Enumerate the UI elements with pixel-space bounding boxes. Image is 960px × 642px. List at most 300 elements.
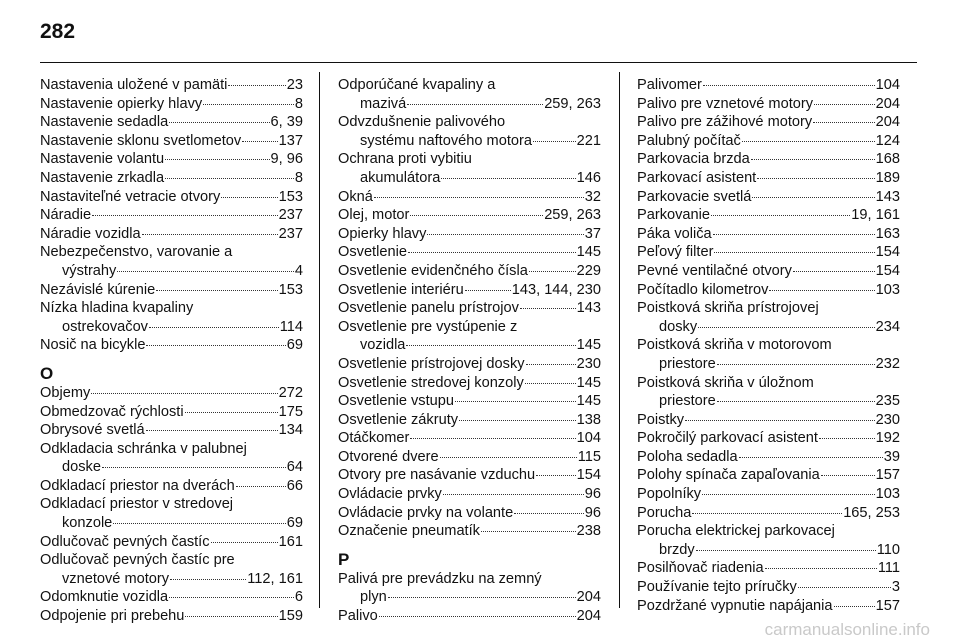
- index-entry: [40, 421, 303, 440]
- page-reference: 32: [584, 188, 601, 205]
- page-reference: 154: [875, 262, 900, 279]
- index-term-line: Poistková skriňa prístrojovej: [637, 300, 819, 317]
- page-reference: 96: [584, 486, 601, 503]
- dot-leader: [813, 122, 874, 123]
- index-term: konzole: [62, 515, 113, 532]
- index-term: Náradie: [40, 207, 92, 224]
- page-reference: 237: [278, 207, 303, 224]
- dot-leader: [821, 475, 875, 476]
- index-term: Porucha: [637, 504, 692, 521]
- dot-leader: [203, 104, 294, 105]
- dot-leader: [388, 597, 576, 598]
- page-reference: 19, 161: [851, 207, 900, 224]
- index-term: Nastavenie sedadla: [40, 114, 169, 131]
- index-term: Osvetlenie vstupu: [338, 393, 455, 410]
- page-reference: 234: [875, 318, 900, 335]
- dot-leader: [91, 393, 277, 394]
- index-entry: [338, 466, 601, 485]
- dot-leader: [765, 568, 877, 569]
- dot-leader: [185, 616, 277, 617]
- index-term: Nastavenie sklonu svetlometov: [40, 132, 242, 149]
- page-reference: 175: [278, 403, 303, 420]
- index-entry: [637, 262, 900, 281]
- index-term: Olej, motor: [338, 207, 410, 224]
- index-entry: [637, 225, 900, 244]
- index-term: Osvetlenie panelu prístrojov: [338, 300, 519, 317]
- dot-leader: [242, 141, 277, 142]
- dot-leader: [696, 550, 876, 551]
- page-reference: 153: [278, 188, 303, 205]
- index-entry: [637, 448, 900, 467]
- dot-leader: [742, 141, 875, 142]
- page-reference: 4: [294, 262, 303, 279]
- dot-leader: [410, 438, 575, 439]
- index-entry: [637, 429, 900, 448]
- index-term-line: Poistková skriňa v úložnom: [637, 374, 814, 391]
- page-reference: 235: [875, 393, 900, 410]
- index-entry: [637, 76, 900, 95]
- index-term: Palivo: [338, 608, 378, 625]
- index-term: Opierky hlavy: [338, 225, 427, 242]
- page-reference: 9, 96: [270, 151, 303, 168]
- page-reference: 103: [875, 486, 900, 503]
- index-term: akumulátora: [360, 169, 441, 186]
- dot-leader: [713, 234, 875, 235]
- index-column-1: [40, 76, 303, 626]
- page-reference: 237: [278, 225, 303, 242]
- dot-leader: [819, 438, 875, 439]
- index-entry: [637, 541, 900, 560]
- index-entry: [338, 281, 601, 300]
- page-reference: 229: [576, 262, 601, 279]
- dot-leader: [165, 178, 294, 179]
- index-entry: [40, 132, 303, 151]
- index-term: Pozdržané vypnutie napájania: [637, 597, 833, 614]
- dot-leader: [529, 271, 576, 272]
- index-entry: [338, 95, 601, 114]
- page-reference: 66: [286, 477, 303, 494]
- page-reference: 137: [278, 132, 303, 149]
- dot-leader: [702, 494, 875, 495]
- index-entry: [338, 504, 601, 523]
- page-reference: 146: [576, 169, 601, 186]
- index-term: plyn: [360, 589, 387, 606]
- dot-leader: [443, 494, 584, 495]
- index-term: Osvetlenie zákruty: [338, 411, 459, 428]
- dot-leader: [459, 420, 576, 421]
- dot-leader: [834, 606, 875, 607]
- index-term: mazivá: [360, 95, 407, 112]
- dot-leader: [536, 475, 576, 476]
- index-term: Posilňovač riadenia: [637, 560, 764, 577]
- dot-leader: [113, 523, 285, 524]
- dot-leader: [221, 197, 277, 198]
- index-entry: [338, 262, 601, 281]
- dot-leader: [711, 215, 850, 216]
- dot-leader: [533, 141, 576, 142]
- index-term: Otáčkomer: [338, 430, 410, 447]
- index-term: Počítadlo kilometrov: [637, 281, 769, 298]
- dot-leader: [703, 85, 875, 86]
- index-term: dosky: [659, 318, 698, 335]
- dot-leader: [685, 420, 875, 421]
- page-reference: 69: [286, 337, 303, 354]
- index-term: Odomknutie vozidla: [40, 589, 169, 606]
- index-term: ostrekovačov: [62, 318, 148, 335]
- dot-leader: [717, 364, 875, 365]
- dot-leader: [427, 234, 583, 235]
- page-reference: 204: [576, 608, 601, 625]
- index-entry: [40, 188, 303, 207]
- page-reference: 159: [278, 608, 303, 625]
- dot-leader: [149, 327, 279, 328]
- index-term-line: Porucha elektrickej parkovacej: [637, 523, 835, 540]
- dot-leader: [170, 579, 246, 580]
- index-entry: [40, 281, 303, 300]
- index-term: Nastavenie volantu: [40, 151, 165, 168]
- index-term-line: Odkladací priestor v stredovej: [40, 496, 234, 513]
- index-entry: [637, 504, 900, 523]
- index-term: Nastaviteľné vetracie otvory: [40, 188, 221, 205]
- section-letter: O: [40, 363, 54, 383]
- dot-leader: [92, 215, 278, 216]
- index-term: Osvetlenie evidenčného čísla: [338, 262, 528, 279]
- page-reference: 230: [576, 355, 601, 372]
- page-reference: 37: [584, 225, 601, 242]
- index-entry: [338, 169, 601, 188]
- header-rule: [40, 62, 917, 63]
- index-entry: [40, 384, 303, 403]
- index-term: Poloha sedadla: [637, 448, 738, 465]
- index-entry: [40, 514, 303, 533]
- dot-leader: [717, 401, 875, 402]
- index-entry: [338, 374, 601, 393]
- index-term: Označenie pneumatík: [338, 523, 480, 540]
- dot-leader: [757, 178, 874, 179]
- index-entry: [637, 597, 900, 616]
- page-reference: 3: [891, 579, 900, 596]
- column-divider: [619, 72, 620, 608]
- index-entry: [338, 355, 601, 374]
- page-reference: 157: [875, 597, 900, 614]
- index-entry: [338, 522, 601, 541]
- index-entry: [637, 150, 900, 169]
- index-term-line: Poistková skriňa v motorovom: [637, 337, 832, 354]
- index-term: Palivomer: [637, 77, 702, 93]
- page-reference: 161: [278, 533, 303, 550]
- index-entry: [338, 336, 601, 355]
- page-reference: 124: [875, 132, 900, 149]
- dot-leader: [374, 197, 584, 198]
- index-term: Otvory pre nasávanie vzduchu: [338, 467, 536, 484]
- page-reference: 232: [875, 355, 900, 372]
- page-reference: 230: [875, 411, 900, 428]
- index-term: vozidla: [360, 337, 406, 354]
- page-reference: 6, 39: [270, 114, 303, 131]
- page-reference: 145: [576, 374, 601, 391]
- index-entry: [338, 429, 601, 448]
- dot-leader: [165, 159, 269, 160]
- index-term: Odkladací priestor na dverách: [40, 477, 235, 494]
- dot-leader: [102, 467, 286, 468]
- page-reference: 23: [286, 77, 303, 93]
- index-term: vznetové motory: [62, 570, 170, 587]
- dot-leader: [739, 457, 883, 458]
- index-entry: [338, 392, 601, 411]
- page-reference: 103: [875, 281, 900, 298]
- page-reference: 204: [875, 114, 900, 131]
- dot-leader: [169, 597, 294, 598]
- index-term: Používanie tejto príručky: [637, 579, 797, 596]
- dot-leader: [481, 531, 576, 532]
- index-entry: [40, 403, 303, 422]
- index-term-line: Odlučovač pevných častíc pre: [40, 552, 235, 569]
- page-reference: 114: [279, 318, 303, 335]
- index-entry: [637, 466, 900, 485]
- index-entry: [338, 243, 601, 262]
- index-term: Pevné ventilačné otvory: [637, 262, 792, 279]
- dot-leader: [117, 271, 294, 272]
- page-reference: 192: [875, 430, 900, 447]
- index-entry: [338, 448, 601, 467]
- dot-leader: [406, 345, 575, 346]
- index-term: Osvetlenie stredovej konzoly: [338, 374, 524, 391]
- page-reference: 115: [577, 448, 601, 465]
- index-entry: [637, 113, 900, 132]
- dot-leader: [169, 122, 269, 123]
- index-entry: [338, 299, 601, 318]
- page-reference: 143: [576, 300, 601, 317]
- dot-leader: [698, 327, 875, 328]
- index-term: Osvetlenie prístrojovej dosky: [338, 355, 525, 372]
- page-reference: 110: [876, 541, 900, 558]
- index-entry: [338, 485, 601, 504]
- index-term: priestore: [659, 393, 716, 410]
- index-entry: [338, 188, 601, 207]
- dot-leader: [751, 159, 875, 160]
- page-reference: 157: [875, 467, 900, 484]
- index-term: systému naftového motora: [360, 132, 532, 149]
- index-term: Palivo pre zážihové motory: [637, 114, 813, 131]
- index-column-2: [338, 76, 601, 626]
- index-entry: [40, 169, 303, 188]
- dot-leader: [156, 290, 277, 291]
- index-term-line: Nízka hladina kvapaliny: [40, 300, 194, 317]
- page-reference: 8: [294, 169, 303, 186]
- page-reference: 111: [877, 560, 900, 577]
- page-reference: 69: [286, 515, 303, 532]
- dot-leader: [520, 308, 576, 309]
- section-letter: P: [338, 549, 350, 569]
- page-reference: 153: [278, 281, 303, 298]
- index-entry: [40, 76, 303, 95]
- page-reference: 64: [286, 459, 303, 476]
- page-reference: 112, 161: [247, 570, 303, 587]
- index-entry: [338, 588, 601, 607]
- dot-leader: [465, 290, 511, 291]
- index-term: Otvorené dvere: [338, 448, 439, 465]
- index-term: Nastavenie zrkadla: [40, 169, 165, 186]
- page-reference: 154: [875, 244, 900, 261]
- index-entry: [637, 411, 900, 430]
- index-entry: [637, 559, 900, 578]
- dot-leader: [211, 542, 278, 543]
- index-entry: [40, 225, 303, 244]
- index-term: Parkovacia brzda: [637, 151, 750, 168]
- index-term: Obmedzovač rýchlosti: [40, 403, 184, 420]
- index-term: Nastavenia uložené v pamäti: [40, 77, 228, 93]
- page-reference: 145: [576, 244, 601, 261]
- index-entry: [637, 578, 900, 597]
- dot-leader: [793, 271, 875, 272]
- index-entry: [40, 477, 303, 496]
- index-term: Ovládacie prvky: [338, 486, 442, 503]
- index-entry: [40, 318, 303, 337]
- index-entry: [40, 95, 303, 114]
- page-reference: 259, 263: [544, 207, 601, 224]
- index-entry: [637, 188, 900, 207]
- index-entry: [637, 281, 900, 300]
- index-term: Parkovacie svetlá: [637, 188, 752, 205]
- page-reference: 145: [576, 337, 601, 354]
- index-entry: [637, 355, 900, 374]
- index-term: Parkovanie: [637, 207, 711, 224]
- page-reference: 96: [584, 504, 601, 521]
- index-entry: [40, 458, 303, 477]
- index-entry: [637, 485, 900, 504]
- index-term: Osvetlenie interiéru: [338, 281, 464, 298]
- dot-leader: [408, 252, 576, 253]
- page-reference: 143: [875, 188, 900, 205]
- index-entry: [338, 411, 601, 430]
- dot-leader: [146, 345, 285, 346]
- dot-leader: [514, 513, 584, 514]
- index-entry: [338, 206, 601, 225]
- index-term: Poistky: [637, 411, 685, 428]
- index-term: doske: [62, 459, 101, 476]
- dot-leader: [526, 364, 576, 365]
- dot-leader: [692, 513, 842, 514]
- index-term: Nastavenie opierky hlavy: [40, 95, 203, 112]
- index-entry: [40, 262, 303, 281]
- index-entry: [338, 607, 601, 626]
- dot-leader: [714, 252, 874, 253]
- index-entry: [338, 132, 601, 151]
- index-entry: [40, 206, 303, 225]
- index-term: Polohy spínača zapaľovania: [637, 467, 820, 484]
- index-entry: [637, 95, 900, 114]
- dot-leader: [440, 457, 577, 458]
- dot-leader: [752, 197, 874, 198]
- dot-leader: [185, 412, 278, 413]
- dot-leader: [379, 616, 576, 617]
- page-reference: 143, 144, 230: [511, 281, 601, 298]
- index-entry: [40, 588, 303, 607]
- page-reference: 138: [576, 411, 601, 428]
- index-entry: [40, 336, 303, 355]
- dot-leader: [441, 178, 575, 179]
- dot-leader: [142, 234, 278, 235]
- index-term: priestore: [659, 355, 716, 372]
- index-term: Popolníky: [637, 486, 702, 503]
- index-term: Nezávislé kúrenie: [40, 281, 156, 298]
- dot-leader: [769, 290, 874, 291]
- index-term-line: Odporúčané kvapaliny a: [338, 77, 496, 93]
- index-term: výstrahy: [62, 262, 117, 279]
- index-entry: [637, 169, 900, 188]
- page-reference: 221: [576, 132, 601, 149]
- index-term: Páka voliča: [637, 225, 712, 242]
- page-reference: 238: [576, 523, 601, 540]
- index-term: Palubný počítač: [637, 132, 741, 149]
- column-divider: [319, 72, 320, 608]
- index-entry: [637, 132, 900, 151]
- index-entry: [40, 570, 303, 589]
- page-reference: 104: [875, 77, 900, 93]
- index-entry: [40, 150, 303, 169]
- index-term: Objemy: [40, 384, 91, 401]
- page-reference: 204: [875, 95, 900, 112]
- dot-leader: [407, 104, 543, 105]
- page-reference: 104: [576, 430, 601, 447]
- page-number: 282: [40, 20, 76, 43]
- page-reference: 165, 253: [843, 504, 900, 521]
- index-term-line: Palivá pre prevádzku na zemný: [338, 570, 542, 587]
- index-entry: [637, 243, 900, 262]
- index-term: Okná: [338, 188, 373, 205]
- index-term-line: Odkladacia schránka v palubnej: [40, 440, 247, 457]
- index-term: Odlučovač pevných častíc: [40, 533, 210, 550]
- page-reference: 145: [576, 393, 601, 410]
- index-term: Palivo pre vznetové motory: [637, 95, 814, 112]
- index-term: brzdy: [659, 541, 695, 558]
- index-column-3: [637, 76, 900, 615]
- page-reference: 39: [883, 448, 900, 465]
- index-entry: [40, 533, 303, 552]
- page-reference: 6: [294, 589, 303, 606]
- index-entry: [637, 318, 900, 337]
- index-term: Náradie vozidla: [40, 225, 141, 242]
- index-term-line: Nebezpečenstvo, varovanie a: [40, 244, 233, 261]
- index-entry: [40, 113, 303, 132]
- index-term: Odpojenie pri prebehu: [40, 608, 185, 625]
- index-term: Osvetlenie: [338, 244, 407, 261]
- page-reference: 8: [294, 95, 303, 112]
- page-reference: 163: [875, 225, 900, 242]
- index-term: Ovládacie prvky na volante: [338, 504, 514, 521]
- index-term: Pokročilý parkovací asistent: [637, 430, 818, 447]
- dot-leader: [146, 430, 278, 431]
- page-reference: 168: [875, 151, 900, 168]
- dot-leader: [410, 215, 543, 216]
- page-reference: 204: [576, 589, 601, 606]
- index-term-line: Ochrana proti vybitiu: [338, 151, 472, 168]
- index-term: Peľový filter: [637, 244, 714, 261]
- dot-leader: [455, 401, 576, 402]
- index-entry: [40, 607, 303, 626]
- page-reference: 259, 263: [544, 95, 601, 112]
- page-reference: 134: [278, 422, 303, 439]
- watermark: carmanualsonline.info: [764, 620, 930, 639]
- dot-leader: [798, 587, 891, 588]
- page-reference: 189: [875, 169, 900, 186]
- page-reference: 272: [278, 384, 303, 401]
- dot-leader: [525, 383, 576, 384]
- index-term: Obrysové svetlá: [40, 422, 145, 439]
- dot-leader: [236, 486, 286, 487]
- index-term: Nosič na bicykle: [40, 337, 146, 354]
- index-entry: [637, 206, 900, 225]
